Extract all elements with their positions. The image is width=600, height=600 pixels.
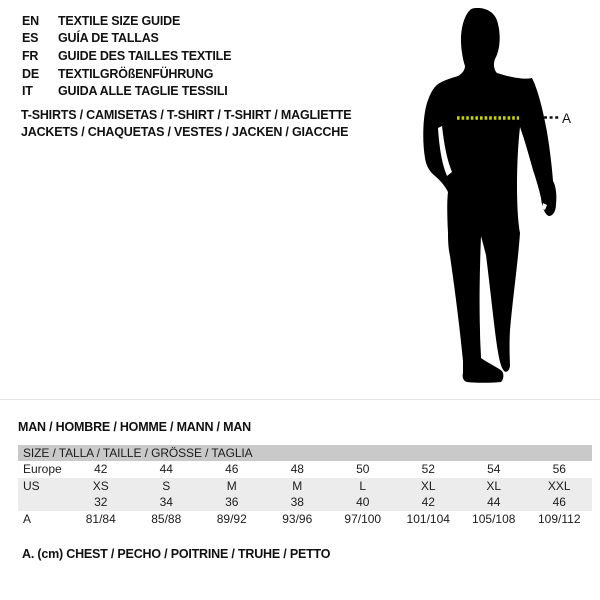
size-cell: 46	[527, 494, 593, 511]
man-silhouette-figure	[400, 0, 600, 400]
size-cell: 44	[159, 462, 173, 477]
size-cell: 42	[396, 494, 462, 511]
size-cell: 34	[134, 494, 200, 511]
language-code: DE	[22, 66, 39, 81]
size-cell: 42	[94, 462, 108, 477]
divider-line	[0, 399, 600, 400]
size-cell: 50	[356, 462, 370, 477]
size-cell: 89/92	[216, 511, 247, 526]
size-cell: L	[330, 478, 396, 495]
language-label: GUÍA DE TALLAS	[58, 31, 159, 46]
language-row-it	[22, 82, 231, 100]
size-cell: 109/112	[538, 511, 581, 526]
table-row-numeric	[18, 494, 592, 511]
row-label: A	[23, 511, 32, 526]
table-header-row	[18, 445, 592, 461]
size-cell: 85/88	[151, 511, 182, 526]
size-cell: XS	[68, 478, 134, 495]
size-cell: 97/100	[344, 511, 382, 526]
size-cell: S	[134, 478, 200, 495]
table-row-us	[18, 478, 592, 495]
size-table	[18, 445, 592, 527]
language-code: EN	[22, 13, 39, 28]
table-header: SIZE / TALLA / TAILLE / GRÖSSE / TAGLIA	[18, 445, 592, 461]
size-cell: 44	[461, 494, 527, 511]
size-cell: 81/84	[85, 511, 116, 526]
size-cell: 101/104	[406, 511, 450, 526]
measurement-footnote: A. (cm) CHEST / PECHO / POITRINE / TRUHE / PETTO	[22, 547, 331, 561]
language-label: TEXTILGRÖßENFÜHRUNG	[58, 66, 214, 81]
size-cell: XXL	[527, 478, 593, 495]
size-cell: 54	[487, 462, 501, 477]
size-cell: 48	[290, 462, 304, 477]
man-silhouette	[423, 8, 556, 383]
table-row-chest	[18, 511, 592, 528]
language-row-es	[22, 30, 231, 48]
category-jackets: JACKETS / CHAQUETAS / VESTES / JACKEN / GIACCHE	[21, 125, 349, 140]
language-list	[22, 12, 231, 100]
size-cell: XL	[396, 478, 462, 495]
size-cell: M	[199, 478, 265, 495]
language-row-de	[22, 65, 231, 83]
size-cell: XL	[461, 478, 527, 495]
category-list	[21, 107, 351, 141]
size-cell: 46	[225, 462, 239, 477]
table-row-europe	[18, 461, 592, 478]
size-cell: 93/96	[282, 511, 313, 526]
row-label: US	[18, 478, 68, 495]
size-cell: 40	[330, 494, 396, 511]
row-label: Europe	[23, 462, 62, 477]
section-title-man: MAN / HOMBRE / HOMME / MANN / MAN	[18, 420, 251, 434]
language-row-en	[22, 12, 231, 30]
language-code: IT	[22, 84, 33, 99]
size-cell: 56	[552, 462, 566, 477]
category-tshirts: T-SHIRTS / CAMISETAS / T-SHIRT / T-SHIRT / MAGLIETTE	[21, 108, 352, 122]
language-label: GUIDA ALLE TAGLIE TESSILI	[58, 84, 228, 99]
row-label	[18, 494, 68, 511]
language-code: FR	[22, 48, 39, 63]
language-label: GUIDE DES TAILLES TEXTILE	[58, 48, 232, 63]
measure-label-a: A	[562, 111, 572, 126]
size-cell: 36	[199, 494, 265, 511]
size-cell: 105/108	[472, 511, 516, 526]
language-row-fr	[22, 47, 231, 65]
size-cell: 52	[421, 462, 435, 477]
size-cell: 32	[68, 494, 134, 511]
language-label: TEXTILE SIZE GUIDE	[58, 13, 181, 28]
size-cell: M	[265, 478, 331, 495]
language-code: ES	[22, 31, 39, 46]
size-cell: 38	[265, 494, 331, 511]
